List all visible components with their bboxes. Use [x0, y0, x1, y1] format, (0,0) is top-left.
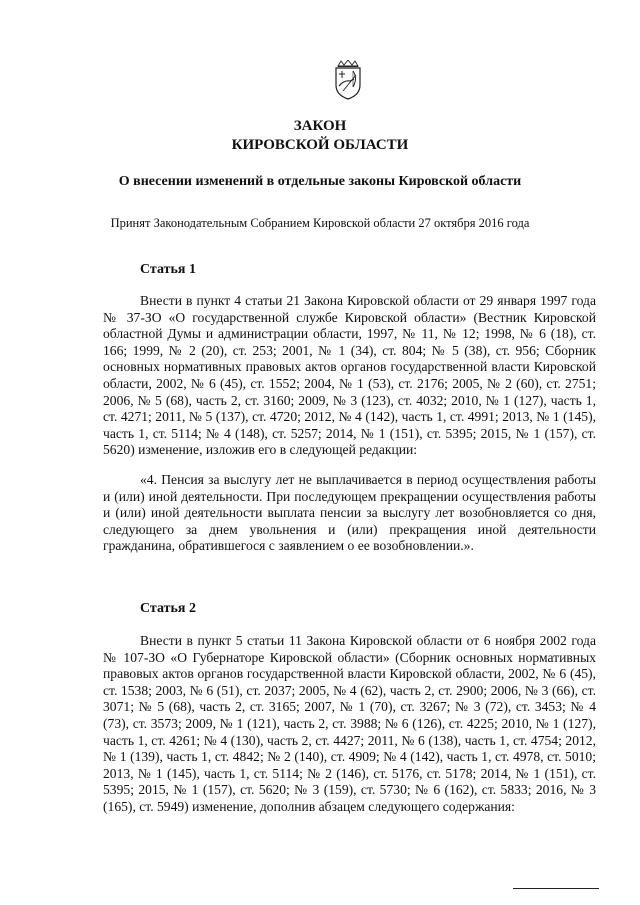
adoption-note: Принят Законодательным Собранием Кировской области 27 октября 2016 года — [110, 216, 530, 230]
coat-of-arms-icon — [331, 60, 365, 100]
law-region-title: КИРОВСКОЙ ОБЛАСТИ — [231, 137, 409, 153]
law-title: ЗАКОН — [293, 118, 347, 134]
law-subject: О внесении изменений в отдельные законы Кировской области — [118, 174, 522, 189]
article-1-paragraph: Внести в пункт 4 статьи 21 Закона Кировской области от 29 января 1997 года № 37-ЗО «О государственной службе Кировской области» (Вестник Кировской областной Думы и администрации области, 1997, № 11, № 12; 1998, № 6 (18), ст. 166; 1999, № 2 (20), ст. 253; 2001, № 1 (34), ст. 804; № 5 (38), ст. 956; Сборник основных нормативных правовых актов органов государственной власти Кировской области, 2002, № 6 (45), ст. 1552; 2004, № 1 (53), ст. 2176; 2005, № 2 (60), ст. 2751; 2006, № 5 (68), часть 2, ст. 3160; 2009, № 3 (123), ст. 4032; 2010, № 1 (127), часть 1, ст. 4271; 2011, № 5 (137), ст. 4720; 2012, № 4 (142), часть 1, ст. 4991; 2013, № 1 (145), часть 1, ст. 5114; № 4 (148), ст. 5257; 2014, № 1 (151), ст. 5395; 2015, № 1 (157), ст. 5620) изменение, изложив его в следующей редакции: — [103, 293, 596, 458]
article-1-heading: Статья 1 — [140, 262, 196, 277]
article-2-paragraph: Внести в пункт 5 статьи 11 Закона Кировской области от 6 ноября 2002 года № 107-ЗО «О Губернаторе Кировской области» (Сборник основных нормативных правовых актов органов государственной власти Кировской области, 2002, № 6 (45), ст. 1538; 2003, № 6 (51), ст. 2037; 2005, № 4 (62), часть 2, ст. 2900; 2006, № 3 (66), ст. 3071; № 5 (68), часть 2, ст. 3165; 2007, № 1 (70), ст. 3267; № 3 (72), ст. 3453; № 4 (73), ст. 3573; 2009, № 1 (121), часть 2, ст. 3988; № 6 (126), ст. 4225; 2010, № 1 (127), часть 1, ст. 4261; № 4 (130), часть 2, ст. 4427; 2011, № 6 (138), часть 1, ст. 4754; 2012, № 1 (139), часть 1, ст. 4842; № 2 (140), ст. 4909; № 4 (142), часть 1, ст. 4978, ст. 5010; 2013, № 1 (145), часть 1, ст. 5114; № 2 (146), ст. 5176, ст. 5178; 2014, № 1 (151), ст. 5395; 2015, № 1 (157), ст. 5620; № 3 (159), ст. 5730; № 6 (162), ст. 5833; 2016, № 3 (165), ст. 5949) изменение, дополнив абзацем следующего содержания: — [103, 633, 596, 814]
footer-rule — [513, 888, 599, 889]
article-1-quote: «4. Пенсия за выслугу лет не выплачивается в период осуществления работы и (или) иной деятельности. При последующем прекращении осуществления работы и (или) иной деятельности выплата пенсии за выслугу лет возобновляется со дня, следующего за днем увольнения и (или) прекращения иной деятельности гражданина, обратившегося с заявлением о ее возобновлении.». — [103, 472, 596, 554]
article-2-heading: Статья 2 — [140, 601, 196, 616]
